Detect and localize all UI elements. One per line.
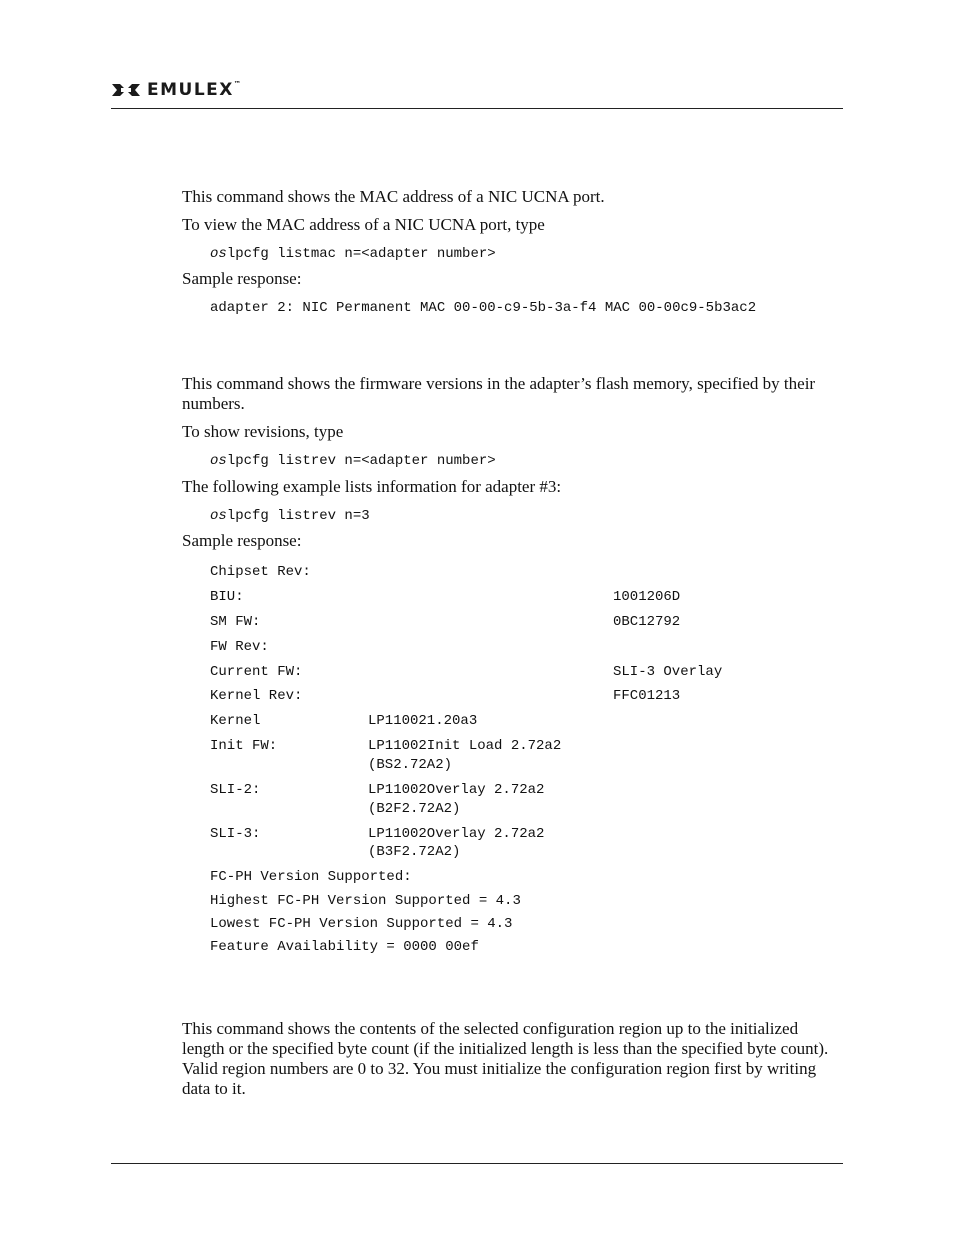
rev-row-label: BIU: — [210, 589, 244, 605]
listrev-description: This command shows the firmware versions in the adapter’s flash memory, specified by their numbers. — [182, 374, 816, 413]
rev-row-label: Current FW: — [210, 664, 303, 680]
listrev-example-command: oslpcfg listrev n=3 — [210, 508, 370, 524]
listmac-sample: adapter 2: NIC Permanent MAC 00-00-c9-5b-3a-f4 MAC 00-00c9-5b3ac2 — [210, 300, 757, 316]
listmac-instruction: To view the MAC address of a NIC UCNA port, type — [182, 215, 545, 234]
listmac-description: This command shows the MAC address of a NIC UCNA port. — [182, 187, 605, 206]
rev-row-value: 0BC12792 — [613, 614, 681, 630]
footer-rule — [111, 1163, 843, 1164]
rev-row-label: SLI-3: — [210, 826, 261, 842]
rev-row-label: Kernel — [210, 713, 261, 729]
emulex-logo — [111, 80, 241, 100]
listmac-sample-label: Sample response: — [182, 269, 302, 288]
rev-row-label: SM FW: — [210, 614, 261, 630]
rev-row-label: Kernel Rev: — [210, 688, 303, 704]
rev-row-value: FFC01213 — [613, 688, 681, 704]
rev-row-value: SLI-3 Overlay — [613, 664, 723, 680]
rev-row-label: FW Rev: — [210, 639, 269, 655]
rev-row-value-cont: (BS2.72A2) — [368, 757, 453, 773]
brand-name: EMULEX™ — [147, 80, 241, 100]
rev-row-value-cont: (B3F2.72A2) — [368, 844, 461, 860]
rev-row-value: LP11002Overlay 2.72a2 — [368, 782, 545, 798]
rev-row-label: Chipset Rev: — [210, 564, 311, 580]
header-rule — [111, 108, 843, 109]
emulex-logo-icon — [111, 82, 141, 98]
rev-footer-line: Feature Availability = 0000 00ef — [210, 939, 479, 955]
rev-row-label: SLI-2: — [210, 782, 261, 798]
rev-row-value: LP110021.20a3 — [368, 713, 478, 729]
listrev-command: oslpcfg listrev n=<adapter number> — [210, 453, 496, 469]
listrev-sample-label: Sample response: — [182, 531, 302, 550]
rev-row-value-cont: (B2F2.72A2) — [368, 801, 461, 817]
listrev-instruction: To show revisions, type — [182, 422, 344, 441]
rev-footer-line: Highest FC-PH Version Supported = 4.3 — [210, 893, 521, 909]
rev-row-value: LP11002Init Load 2.72a2 — [368, 738, 562, 754]
rev-row-value: LP11002Overlay 2.72a2 — [368, 826, 545, 842]
listrev-example-intro: The following example lists information for adapter #3: — [182, 477, 562, 496]
rev-footer-line: FC-PH Version Supported: — [210, 869, 412, 885]
rev-row-value: 1001206D — [613, 589, 681, 605]
rev-row-label: Init FW: — [210, 738, 278, 754]
listmac-command: oslpcfg listmac n=<adapter number> — [210, 246, 496, 262]
readconfig-description: This command shows the contents of the selected configuration region up to the initialized length or the specified byte count (if the initialized length is less than the specified byte count). Valid region numbers are 0 to 32. You must initialize the configuration region first by writing data to it. — [182, 1019, 829, 1098]
rev-footer-line: Lowest FC-PH Version Supported = 4.3 — [210, 916, 513, 932]
